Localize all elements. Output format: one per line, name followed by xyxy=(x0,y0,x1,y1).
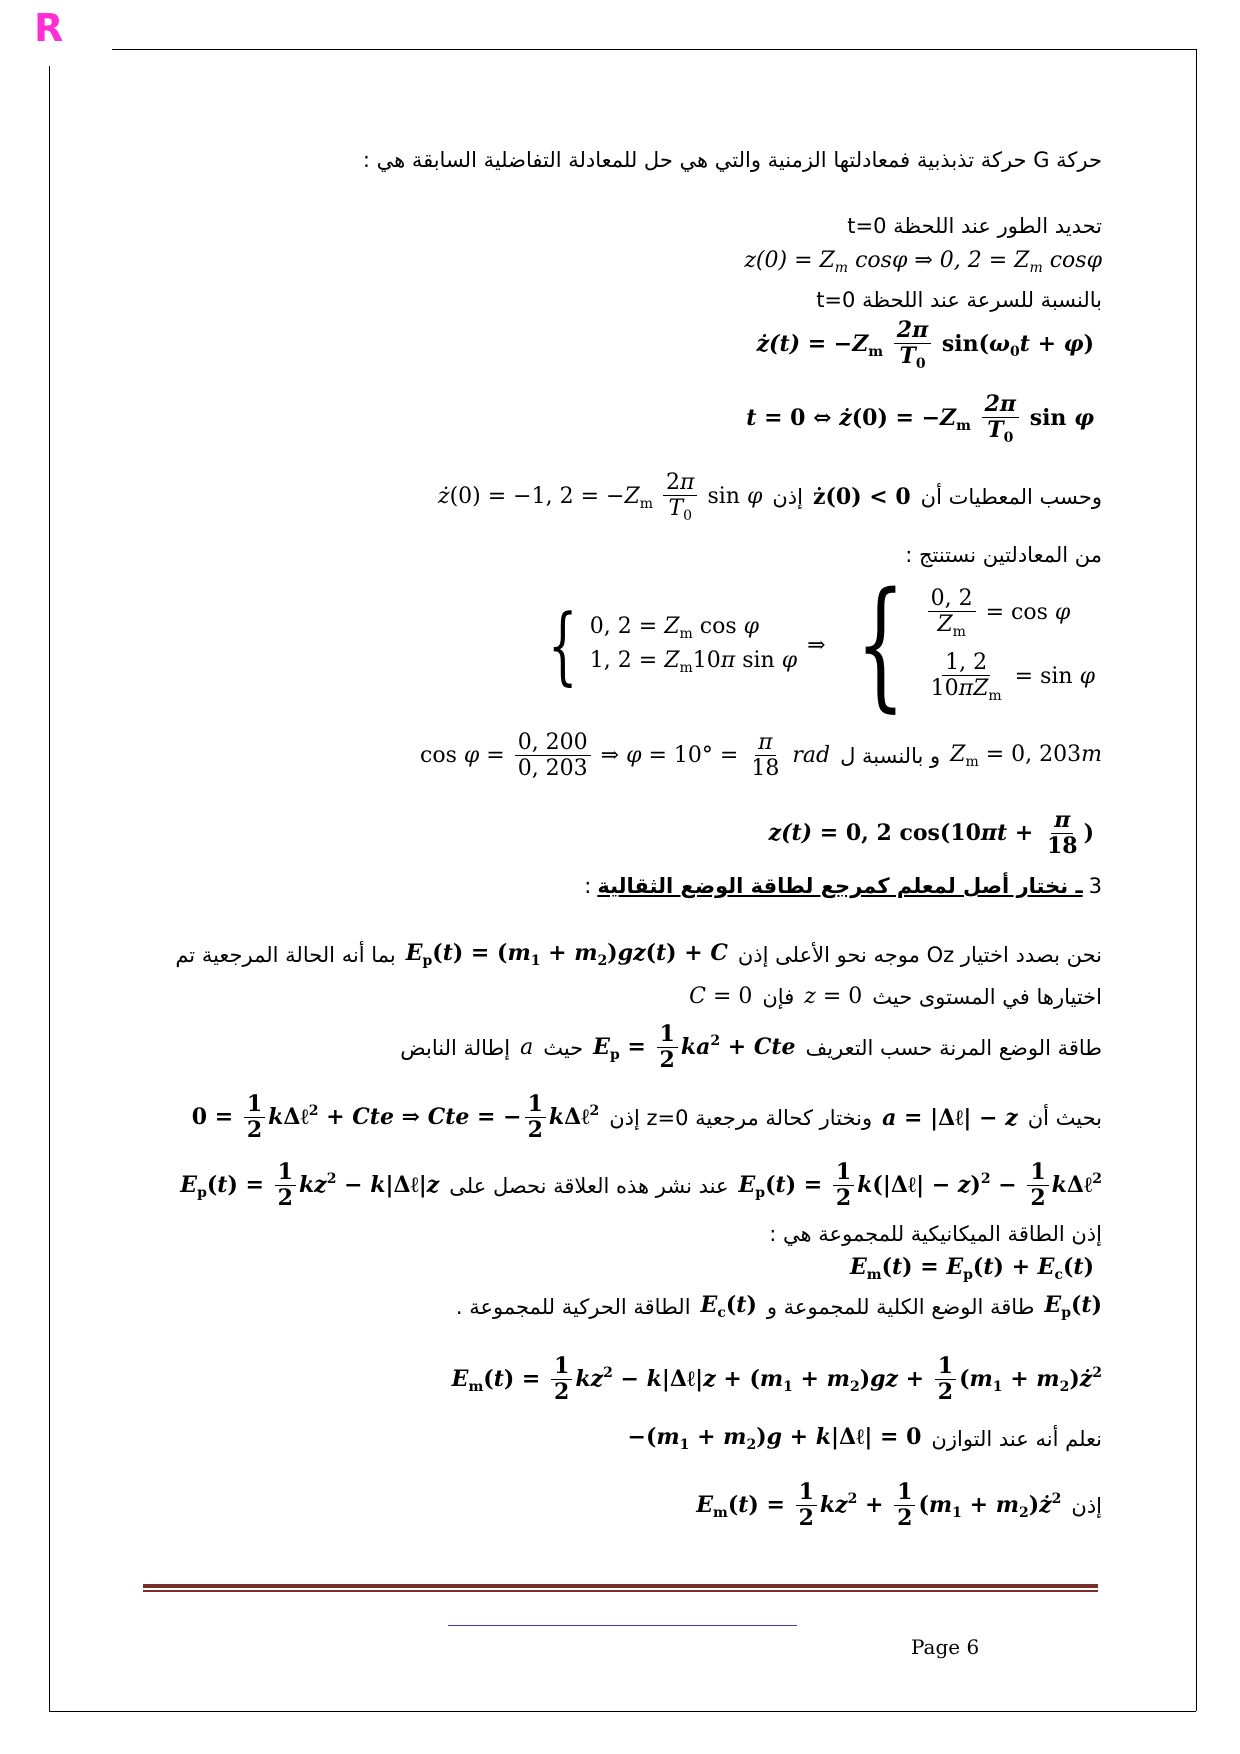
phase-equation: $z(0) = Z_m$ cosφ ⇒ 0, $2 = Z_m$ cosφ xyxy=(744,248,1102,276)
mechanical-energy-heading: إذن الطاقة الميكانيكية للمجموعة هي : xyxy=(769,1222,1102,1246)
phase-heading-line: تحديد الطور عند اللحظة t=0 xyxy=(847,214,1102,238)
expansion-line: $E_p(t)$ = $\frac{1}{2}$ k(|Δℓ| − z)$^2$ − $\frac{1}{2}$ kΔℓ$^2$ عند نشر هذه العلاقة نحصل على $E_p(t)$ = $\frac{1}{2}$ $kz^2$ − k|Δℓ|z xyxy=(180,1159,1102,1212)
elastic-energy-text: طاقة الوضع المرنة حسب التعريف xyxy=(805,1035,1102,1060)
footer-rule-thin xyxy=(143,1590,1098,1592)
reference-level-line: اختيارها في المستوى حيث z = 0 فإن C = 0 xyxy=(689,984,1102,1009)
expansion-text: عند نشر هذه العلاقة نحصل على xyxy=(449,1173,729,1198)
motion-equation: z(t) = 0, 2 cos(10πt + $\frac{\pi}{18}$ ) xyxy=(768,807,1094,860)
footer-link-underline[interactable] xyxy=(448,1625,797,1626)
section-3-heading xyxy=(584,874,1102,898)
velocity-heading-line: بالنسبة للسرعة عند اللحظة t=0 xyxy=(816,288,1102,312)
frame-left-border xyxy=(49,66,50,1711)
constant-line: بحيث أن a = |Δℓ| − z ونختار كحالة مرجعية z=0 إذن 0 = $\frac{1}{2}$ kΔℓ$^2$ + Cte ⇒ Cte = − $\frac{1}{2}$ kΔℓ$^2$ xyxy=(191,1091,1102,1144)
therefore-word: إذن xyxy=(772,485,803,510)
equilibrium-text: نعلم أنه عند التوازن xyxy=(931,1426,1102,1451)
reference-text: بما أنه الحالة المرجعية تم xyxy=(175,942,396,967)
deduce-line: من المعادلتين نستنتج : xyxy=(905,543,1102,567)
gravity-energy-text: نحن بصدد اختيار Oz موجه نحو الأعلى إذن xyxy=(737,942,1102,967)
amplitude-phase-line: $Z_m = 0$, 203m و بالنسبة ل cos φ = $\frac{0, 200}{0, 203}$ ⇒ φ = 10° = $\frac{\pi}{18}$ rad xyxy=(420,730,1102,782)
frame-top-border xyxy=(112,49,1196,50)
equilibrium-line: نعلم أنه عند التوازن $-(m_1 + m_2)g$ + k|Δℓ| = 0 xyxy=(627,1424,1102,1453)
reference-choice-text: ونختار كحالة مرجعية z=0 إذن xyxy=(609,1105,873,1130)
extension-text: إطالة النابض xyxy=(400,1035,511,1060)
initial-velocity-equation: t = 0 ⇔ ż(0) = $-Z_m$ $\frac{2\pi}{T_0}$ sin φ xyxy=(746,391,1094,447)
therefore-final-word: إذن xyxy=(1071,1493,1102,1518)
frame-bottom-border xyxy=(49,1711,1196,1712)
such-that-text: بحيث أن xyxy=(1027,1105,1102,1130)
where-word: حيث xyxy=(543,1035,584,1060)
given-data-text: وحسب المعطيات أن xyxy=(920,485,1102,510)
energy-terms-line: $E_p(t)$ طاقة الوضع الكلية للمجموعة و $E_c(t)$ الطاقة الحركية للمجموعة . xyxy=(455,1292,1102,1321)
then-word: فإن xyxy=(762,984,795,1009)
page-number: Page 6 xyxy=(911,1635,980,1659)
final-energy-line: إذن $E_m(t)$ = $\frac{1}{2}$ $kz^2$ + $\frac{1}{2}$ ($m_1$ + $m_2)ż^2$ xyxy=(696,1479,1102,1532)
and-regarding-text: و بالنسبة ل xyxy=(840,743,941,768)
logo: R xyxy=(34,6,64,50)
potential-energy-text: طاقة الوضع الكلية للمجموعة و xyxy=(766,1294,1035,1319)
reference-level-text: اختيارها في المستوى حيث xyxy=(872,984,1102,1009)
footer-rule xyxy=(143,1584,1098,1588)
elastic-energy-line: طاقة الوضع المرنة حسب التعريف $E_p$ = $\frac{1}{2}$ $ka^2$ + Cte حيث a إطالة النابض xyxy=(400,1021,1102,1074)
equation-system: { 0, $2 = Z_m$ cos φ 1, $2 = Z_m10\pi$ sin φ ⇒ { $\frac{0, 2}{Z_m}$ = cos φ 1, 2 $10\pi Z_m$ = sin φ xyxy=(548,563,1095,726)
gravity-energy-line: نحن بصدد اختيار Oz موجه نحو الأعلى إذن $E_p(t) = (m_1 + m_2)gz(t) + C$ بما أنه الحالة المرجعية تم xyxy=(175,940,1102,969)
given-data-line: وحسب المعطيات أن ż(0) < 0 إذن ż(0) = −1, $2 = -Z_m$ $\frac{2\pi}{T_0}$ sin φ xyxy=(437,470,1102,525)
section-number: 3 xyxy=(1088,874,1102,898)
section-title: ـ نختار أصل لمعلم كمرجع لطاقة الوضع الثقالية xyxy=(597,874,1083,898)
mechanical-energy-definition: $E_m(t) = E_p(t) + E_c(t)$ xyxy=(849,1254,1094,1283)
section-colon: : xyxy=(584,874,592,898)
frame-right-border xyxy=(1196,49,1197,1711)
intro-line: حركة G حركة تذبذبية فمعادلتها الزمنية والتي هي حل للمعادلة التفاضلية السابقة هي : xyxy=(362,148,1102,172)
velocity-equation: ż(t) = $-Z_m$ $\frac{2\pi}{T_0}$ $\sin(\omega_0t + \varphi)$ xyxy=(756,317,1094,373)
kinetic-energy-text: الطاقة الحركية للمجموعة . xyxy=(455,1294,691,1319)
mechanical-energy-expanded: $E_m(t)$ = $\frac{1}{2}$ $kz^2$ − k|Δℓ|z + $(m_1 + m_2)gz$ + $\frac{1}{2}$ ($m_1$ + $m_2)ż^2$ xyxy=(451,1353,1102,1406)
velocity-condition: ż(0) < 0 xyxy=(812,484,911,511)
